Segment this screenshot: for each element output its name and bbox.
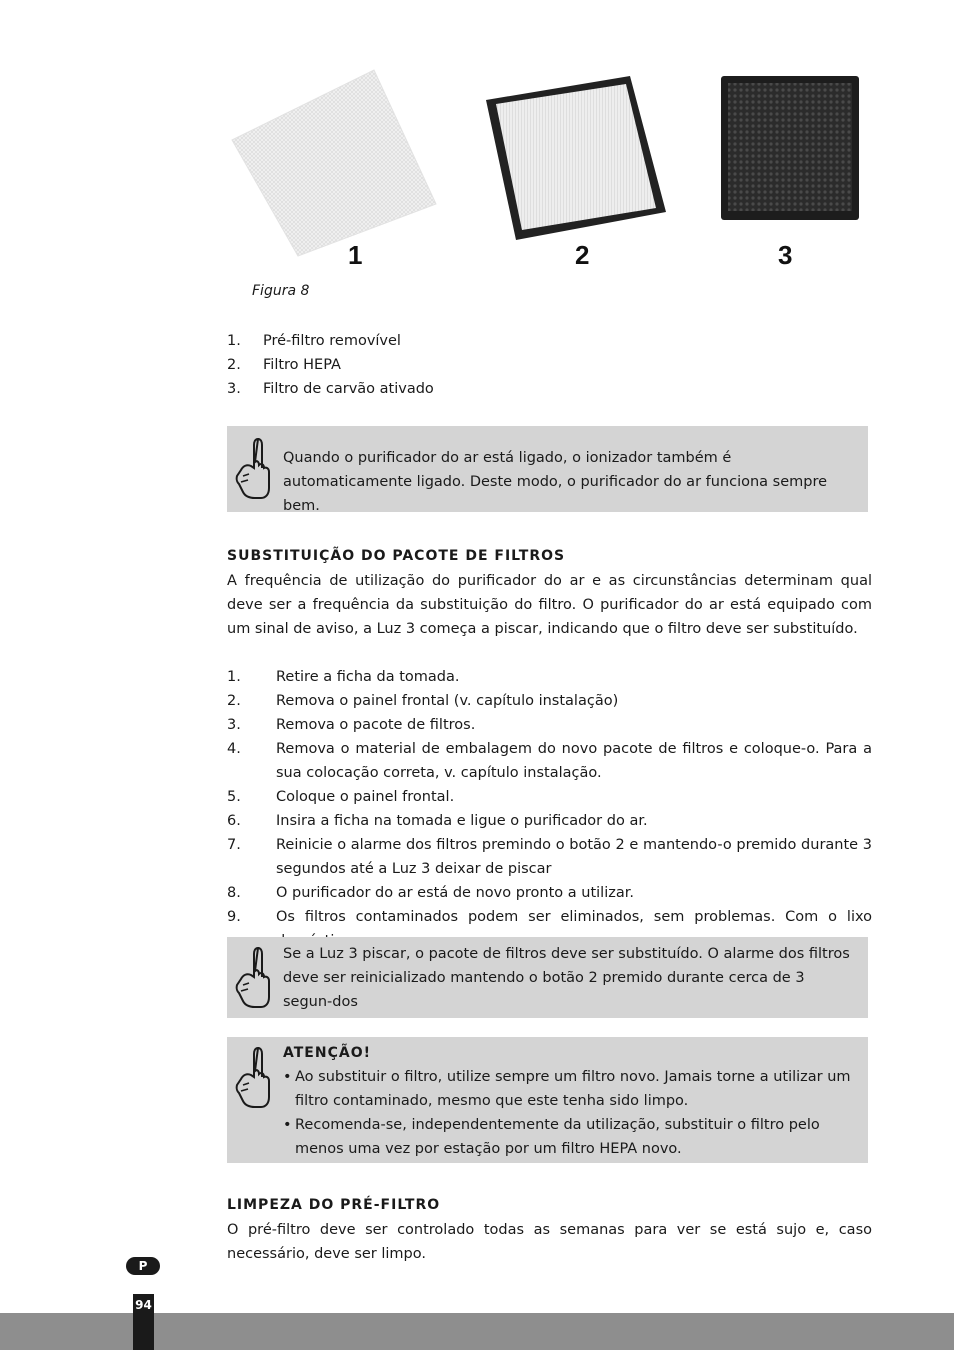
list-item: 9. Os filtros contaminados podem ser eliminados, sem problemas. Com o lixo [227, 909, 872, 925]
list-item: 5. Coloque o painel frontal. [227, 789, 455, 805]
language-badge: P [126, 1257, 160, 1275]
list-item: 8. O purificador do ar está de novo pronto a utilizar. [227, 885, 634, 901]
figure-label-1: 1 [348, 240, 363, 270]
prefilter-image [228, 68, 440, 258]
list-item: 4. Remova o material de embalagem do novo pacote de filtros e coloque-o. Para a sua colocação correta, v. capítulo instalação. [227, 741, 872, 781]
page-number: 94 [135, 1298, 152, 1312]
list-item: 2. Remova o painel frontal (v. capítulo instalação) [227, 693, 619, 709]
filter-legend-list [227, 329, 434, 401]
figure-label-3: 3 [778, 240, 793, 270]
section-text: O pré-filtro deve ser controlado todas as semanas para ver se está sujo e, caso necessário, deve ser limpo. [227, 1222, 872, 1262]
pointing-hand-icon [231, 1045, 271, 1109]
warning-bullet: • Recomenda-se, independentemente da utilização, substituir o filtro pelo menos uma vez por estação por um filtro HEPA novo. [283, 1113, 858, 1161]
list-item: 3. Filtro de carvão ativado [227, 381, 434, 397]
figure-caption: Figura 8 [252, 283, 310, 299]
warning-content [283, 1041, 858, 1161]
list-item: 7. Reinicie o alarme dos filtros premindo o botão 2 e mantendo-o premido durante 3 segundos até a Luz 3 deixar de piscar [227, 837, 872, 877]
section-intro: A frequência de utilização do purificador do ar e as circunstâncias determinam qual deve ser a frequência da substituição do filtro. O purificador do ar está equipado com um sinal de aviso, a Luz 3 começa a piscar, indicando que o filtro deve ser substituído. [227, 573, 872, 637]
list-item: 1. Retire a ficha da tomada. [227, 669, 460, 685]
hepa-filter-image [482, 72, 670, 244]
warning-title: ATENÇÃO! [283, 1045, 371, 1061]
note-text: Se a Luz 3 piscar, o pacote de filtros deve ser substituído. O alarme dos filtros deve ser reinicializado mantendo o botão 2 premido durante cerca de 3 segun-dos [283, 946, 850, 1010]
info-note-ionizer [227, 426, 868, 512]
list-item: 2. Filtro HEPA [227, 357, 341, 373]
replacement-steps-list [227, 665, 872, 953]
section-title-filter-replacement: SUBSTITUIÇÃO DO PACOTE DE FILTROS [227, 548, 566, 564]
section-title-prefilter-cleaning: LIMPEZA DO PRÉ-FILTRO [227, 1197, 441, 1213]
carbon-filter-image [720, 75, 860, 221]
pointing-hand-icon [231, 945, 271, 1009]
pointing-hand-icon [231, 436, 271, 500]
list-item: 3. Remova o pacote de filtros. [227, 717, 476, 733]
list-item: 6. Insira a ficha na tomada e ligue o purificador do ar. [227, 813, 648, 829]
note-text: Quando o purificador do ar está ligado, o ionizador também é automaticamente ligado. Deste modo, o purificador do ar funciona sempre bem. [283, 450, 828, 514]
figure-label-2: 2 [575, 240, 590, 270]
warning-bullet: • Ao substituir o filtro, utilize sempre um filtro novo. Jamais torne a utilizar um filtro contaminado, mesmo que este tenha sido limpo. [283, 1065, 858, 1113]
warning-note [227, 1037, 868, 1163]
list-item: 1. Pré-filtro removível [227, 333, 401, 349]
info-note-alarm [227, 937, 868, 1018]
